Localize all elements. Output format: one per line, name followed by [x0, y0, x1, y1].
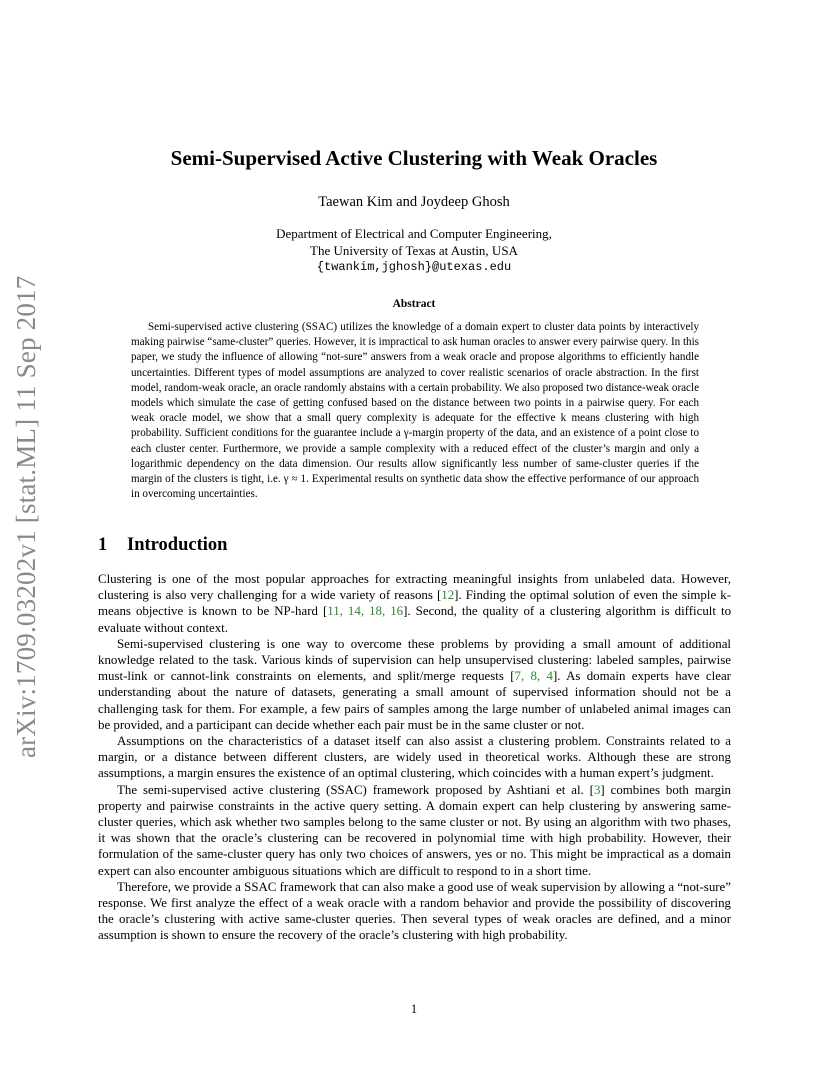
abstract-text: Semi-supervised active clustering (SSAC) utilizes the knowledge of a domain expert to cluster data points by interactively making pairwise “same-cluster” queries. However, it is impractical to ask human oracles to answer every pairwise query. In this paper, we study the influence of allowing “not-sure” answers from a weak oracle and propose algorithms to efficiently handle uncertainties. Different types of model assumptions are analyzed to cover realistic scenarios of oracle abstraction. In the first model, random-weak oracle, an oracle randomly abstains with a certain probability. We also proposed two distance-weak oracle models which simulate the case of getting confused based on the distance between two points in a pairwise query. For each weak oracle model, we show that a small query complexity is adequate for the effective k means clustering with high probability. Sufficient conditions for the guarantee include a γ-margin property of the data, and an existence of a point close to each cluster center. Furthermore, we provide a sample complexity with a reduced effect of the cluster’s margin and only a logarithmic dependency on the data dimension. Our results allow significantly less number of same-cluster queries if the margin of the clusters is tight, i.e. γ ≈ 1. Experimental results on synthetic data show the effective performance of our approach in overcoming uncertainties. — [131, 321, 699, 501]
citation-link[interactable]: 11, 14, 18, 16 — [327, 604, 404, 619]
section-number: 1 — [98, 535, 108, 555]
abstract-heading: Abstract — [392, 298, 436, 310]
paragraph: Assumptions on the characteristics of a dataset itself can also assist a clustering problem. Constraints related to a margin, or a distance between different clusters, are widely used in theoretical works. Although these are strong assumptions, a margin ensures the existence of an optimal clustering, which coincides with a human expert’s judgment. — [98, 734, 731, 781]
paper-title: Semi-Supervised Active Clustering with Weak Oracles — [170, 146, 658, 170]
authors: Taewan Kim and Joydeep Ghosh — [318, 194, 510, 210]
citation-link[interactable]: 7, 8, 4 — [514, 669, 553, 684]
arxiv-identifier: arXiv:1709.03202v1 [stat.ML] 11 Sep 2017 — [11, 275, 41, 758]
paragraph: Semi-supervised clustering is one way to overcome these problems by providing a small amount of additional knowledge related to the task. Various kinds of supervision can help unsupervised clustering: labeled samples, pairwise must-link or cannot-link constraints on elements, and split/merge requests [7, 8, 4]. As domain experts have clear understanding about the nature of datasets, generating a small amount of supervised information should not be a challenging task for them. For example, a few pairs of samples among the large number of unlabeled animal images can be provided, and a participant can decide whether each pair must be in the same cluster or not. — [98, 636, 731, 732]
citation-link[interactable]: 12 — [441, 588, 455, 603]
paragraph: The semi-supervised active clustering (SSAC) framework proposed by Ashtiani et al. [3] combines both margin property and pairwise constraints in the active query setting. A domain expert can help clustering by answering same-cluster queries, which ask whether two samples belong to the same cluster or not. By using an algorithm with two phases, it was shown that the oracle’s clustering can be recovered in polynomial time with high probability. However, their formulation of the same-cluster query has only two choices of answers, yes or no. This might be impractical as a domain expert can also encounter ambiguous situations which are difficult to respond to in a short time. — [98, 782, 732, 878]
section-title: Introduction — [127, 535, 228, 555]
affiliation-department: Department of Electrical and Computer Engineering, — [276, 226, 552, 241]
affiliation-university: The University of Texas at Austin, USA — [310, 242, 518, 258]
citation-link[interactable]: 3 — [593, 782, 601, 797]
section-heading — [98, 535, 227, 556]
affiliation — [0, 226, 828, 276]
author-email[interactable]: {twankim,jghosh}@utexas.edu — [316, 260, 512, 274]
paragraph: Clustering is one of the most popular approaches for extracting meaningful insights from unlabeled data. However, clustering is also very challenging for a wide variety of reasons [12]. Finding the optimal solution of even the simple k-means objective is known to be NP-hard [11, 14, 18, 16]. Second, the quality of a clustering algorithm is difficult to evaluate without context. — [98, 572, 732, 635]
introduction-body — [98, 571, 731, 944]
page-number: 1 — [410, 1002, 418, 1016]
paragraph: Therefore, we provide a SSAC framework that can also make a good use of weak supervision by allowing a “not-sure” response. We first analyze the effect of a weak oracle with a random behavior and provide the possibility of discovering the oracle’s clustering with active same-cluster queries. Then several types of weak oracles are defined, and a minor assumption is shown to ensure the recovery of the oracle’s clustering with high probability. — [98, 879, 731, 943]
